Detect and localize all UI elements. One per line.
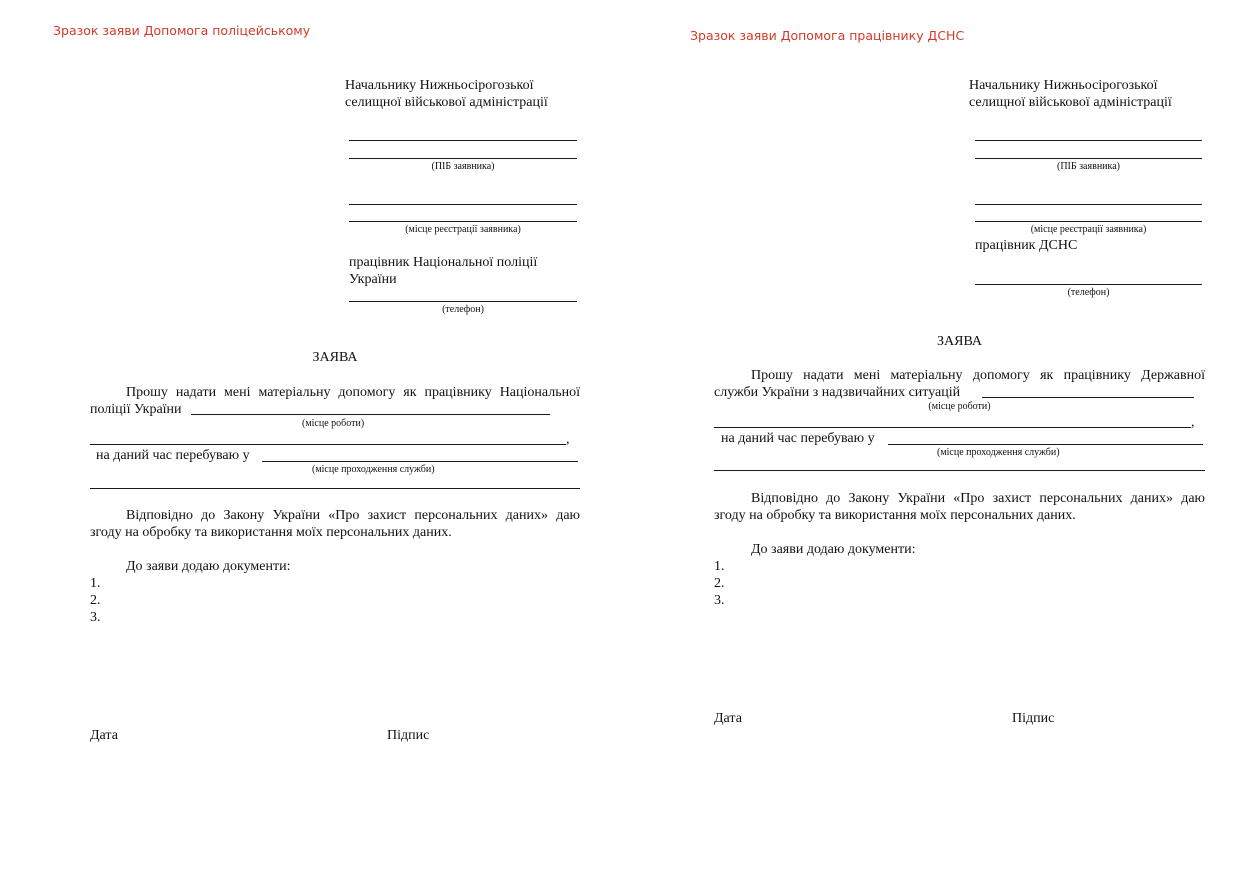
left-work-place-caption: (місце роботи) bbox=[302, 418, 365, 429]
right-comma: , bbox=[1191, 415, 1195, 430]
right-request-line2: служби України з надзвичайних ситуацій bbox=[714, 385, 961, 400]
left-request-line2: поліції України bbox=[90, 402, 182, 417]
left-addressee-line2: селищної військової адміністрації bbox=[345, 95, 548, 110]
right-sample-title: Зразок заяви Допомога працівнику ДСНС bbox=[690, 28, 965, 43]
right-registration-line-1 bbox=[975, 204, 1202, 205]
left-consent-line1: Відповідно до Закону України «Про захист персональних даних» даю bbox=[126, 508, 580, 523]
left-position-line2: України bbox=[349, 272, 397, 287]
right-work-place-line bbox=[982, 397, 1194, 398]
right-phone-caption: (телефон) bbox=[1067, 287, 1110, 298]
right-registration-caption: (місце реєстрації заявника) bbox=[1030, 224, 1147, 235]
right-addressee-line2: селищної військової адміністрації bbox=[969, 95, 1172, 110]
left-addressee-line1: Начальнику Нижньосірогозької bbox=[345, 78, 534, 93]
right-consent-line2: згоду на обробку та використання моїх персональних даних. bbox=[714, 508, 1076, 523]
right-attachment-item: 1. bbox=[714, 559, 725, 574]
right-pib-line-1 bbox=[975, 140, 1202, 141]
right-heading: ЗАЯВА bbox=[936, 334, 983, 349]
right-work-place-caption: (місце роботи) bbox=[928, 401, 991, 412]
left-pib-line-1 bbox=[349, 140, 577, 141]
right-attachments-label: До заяви додаю документи: bbox=[751, 542, 916, 557]
right-presence-text: на даний час перебуваю у bbox=[721, 431, 875, 446]
left-attachment-item: 1. bbox=[90, 576, 101, 591]
right-pib-line-2 bbox=[975, 158, 1202, 159]
right-presence-line bbox=[888, 444, 1203, 445]
left-registration-caption: (місце реєстрації заявника) bbox=[405, 224, 521, 235]
right-attachment-item: 2. bbox=[714, 576, 725, 591]
left-phone-caption: (телефон) bbox=[442, 304, 484, 315]
left-registration-line-1 bbox=[349, 204, 577, 205]
left-attachments-label: До заяви додаю документи: bbox=[126, 559, 291, 574]
right-attachment-item: 3. bbox=[714, 593, 725, 608]
left-attachment-item: 3. bbox=[90, 610, 101, 625]
left-pib-caption: (ПІБ заявника) bbox=[431, 161, 495, 172]
left-comma: , bbox=[566, 432, 570, 447]
left-presence-line bbox=[262, 461, 578, 462]
left-pib-line-2 bbox=[349, 158, 577, 159]
left-heading: ЗАЯВА bbox=[312, 350, 358, 365]
left-position-line1: працівник Національної поліції bbox=[349, 255, 538, 270]
right-service-place-caption: (місце проходження служби) bbox=[937, 447, 1060, 458]
right-service-place-line-2 bbox=[714, 470, 1205, 471]
right-position-line1: працівник ДСНС bbox=[975, 238, 1078, 253]
left-work-place-line bbox=[191, 414, 550, 415]
right-addressee-line1: Начальнику Нижньосірогозької bbox=[969, 78, 1158, 93]
right-date-label: Дата bbox=[714, 711, 742, 726]
left-date-label: Дата bbox=[90, 728, 118, 743]
left-signature-label: Підпис bbox=[387, 728, 430, 743]
left-presence-text: на даний час перебуваю у bbox=[96, 448, 250, 463]
right-consent-line1: Відповідно до Закону України «Про захист персональних даних» даю bbox=[751, 491, 1205, 506]
left-registration-line-2 bbox=[349, 221, 577, 222]
right-signature-label: Підпис bbox=[1012, 711, 1055, 726]
left-work-place-line-2 bbox=[90, 444, 566, 445]
left-attachment-item: 2. bbox=[90, 593, 101, 608]
left-service-place-line-2 bbox=[90, 488, 580, 489]
right-work-place-line-2 bbox=[714, 427, 1191, 428]
left-phone-line bbox=[349, 301, 577, 302]
right-registration-line-2 bbox=[975, 221, 1202, 222]
left-sample-title: Зразок заяви Допомога поліцейському bbox=[53, 23, 311, 38]
right-phone-line bbox=[975, 284, 1202, 285]
left-consent-line2: згоду на обробку та використання моїх персональних даних. bbox=[90, 525, 452, 540]
right-pib-caption: (ПІБ заявника) bbox=[1056, 161, 1120, 172]
right-request-line1: Прошу надати мені матеріальну допомогу як працівнику Державної bbox=[751, 368, 1205, 383]
left-request-line1: Прошу надати мені матеріальну допомогу як працівнику Національної bbox=[126, 385, 580, 400]
left-service-place-caption: (місце проходження служби) bbox=[312, 464, 435, 475]
